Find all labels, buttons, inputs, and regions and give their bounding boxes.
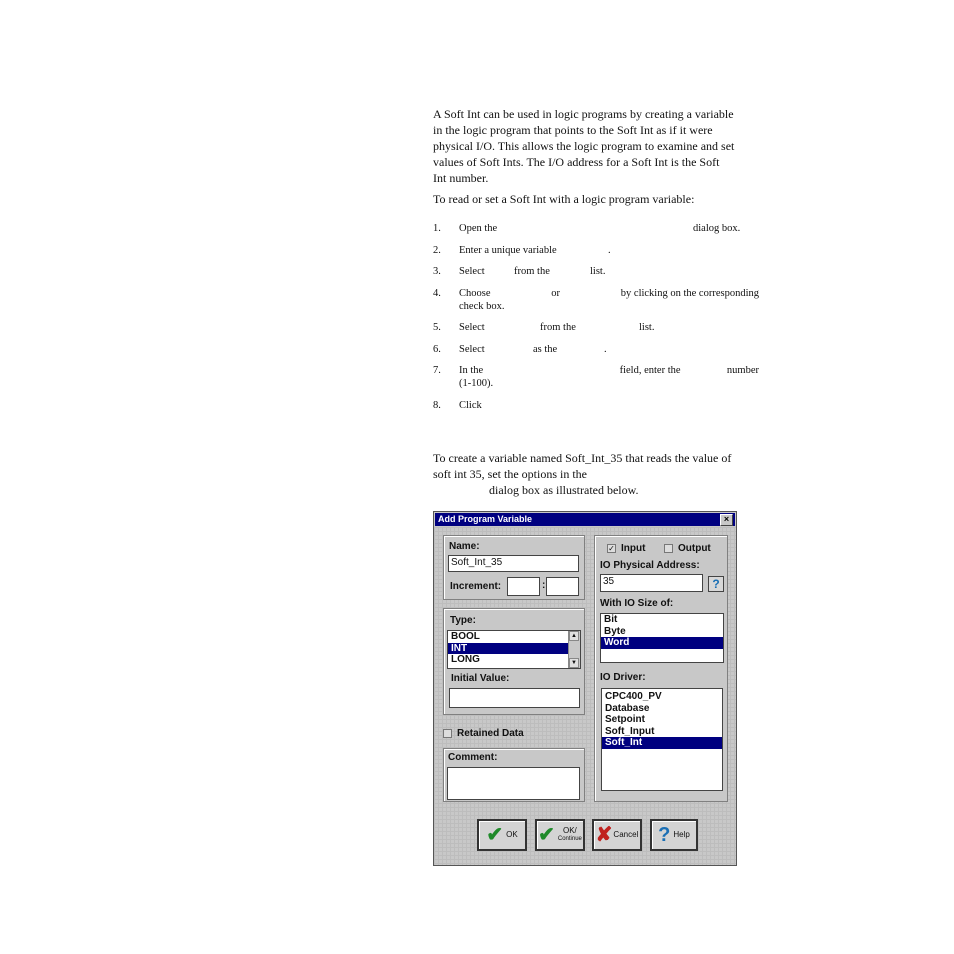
type-group [443,608,585,715]
step-text: field, enter the [619,365,681,376]
step-text: Enter a unique variable [459,244,557,256]
type-scrollbar[interactable] [568,631,580,668]
type-item-int[interactable]: INT [448,643,580,655]
step-1 [433,222,759,235]
step-text: Select [459,266,485,277]
comment-label: Comment: [448,752,498,763]
step-number: 1. [433,223,441,234]
step-2 [433,244,759,257]
initial-value-field[interactable] [449,688,580,708]
step-number: 7. [433,365,441,376]
intro-line: values of Soft Ints. The I/O address for a Soft Int is the Soft [433,155,720,169]
io-driver-item[interactable]: Soft_Input [605,725,655,737]
increment-label: Increment: [450,581,502,592]
io-size-list[interactable] [600,613,724,663]
step-number: 2. [433,244,441,256]
name-group [443,535,585,600]
io-driver-item-selected[interactable]: Soft_Int [602,737,722,749]
step-text: number [726,365,759,376]
ok-button[interactable] [477,819,527,851]
step-text: In the [459,365,484,376]
step-number: 6. [433,343,441,355]
scroll-up-icon[interactable]: ▲ [569,631,579,641]
step-text: check box. [459,300,505,312]
intro-paragraph [433,106,759,186]
output-label: Output [678,543,711,554]
x-mark-icon: ✘ [595,824,613,846]
steps-list [433,222,759,420]
step-text: list. [639,322,655,333]
step-text: . [604,343,607,355]
comment-group [443,748,585,802]
io-driver-label: IO Driver: [600,672,646,683]
step-number: 4. [433,287,441,299]
type-label: Type: [450,615,476,626]
name-field[interactable]: Soft_Int_35 [448,555,579,572]
increment-field-2[interactable] [546,577,579,596]
example-line-3: dialog box as illustrated below. [489,483,639,497]
dialog-titlebar [435,513,735,526]
step-text: list. [590,266,606,277]
step-4 [433,287,759,313]
step-text: Open the [459,223,498,234]
step-text: from the [514,266,550,277]
step-number: 3. [433,266,441,277]
retained-data-label: Retained Data [457,728,524,739]
cancel-label: Cancel [613,830,639,839]
ok-label: OK [506,830,518,839]
ok-continue-button[interactable] [535,819,585,851]
step-8 [433,399,759,412]
type-item-bool[interactable]: BOOL [451,631,480,642]
scroll-down-icon[interactable]: ▼ [569,658,579,668]
help-button[interactable] [650,819,698,851]
io-driver-item[interactable]: Database [605,702,650,714]
step-6 [433,343,759,356]
intro-line: in the logic program that points to the Soft Int as if it were [433,123,713,137]
example-line-1: To create a variable named Soft_Int_35 that reads the value of [433,451,732,465]
step-5 [433,321,759,334]
intro-line: A Soft Int can be used in logic programs by creating a variable [433,107,734,121]
increment-separator: : [542,580,546,591]
io-size-item-byte[interactable]: Byte [604,625,626,637]
io-size-label: With IO Size of: [600,598,674,609]
type-item-long[interactable]: LONG [451,654,480,665]
help-question-icon[interactable]: ? [708,576,724,592]
example-line-2: soft int 35, set the options in the [433,467,587,481]
io-size-item-word[interactable]: Word [601,637,723,649]
io-driver-item[interactable]: CPC400_PV [605,691,662,702]
step-text: Select [459,343,485,355]
type-list[interactable] [447,630,581,669]
question-mark-icon: ? [658,824,671,846]
input-label: Input [621,543,646,554]
retained-data-checkbox[interactable] [443,729,452,738]
step-text: dialog box. [693,223,741,234]
step-text: Choose [459,287,491,299]
step-number: 5. [433,322,441,333]
intro-line: Int number. [433,171,489,185]
cancel-button[interactable] [592,819,642,851]
intro-lead: To read or set a Soft Int with a logic program variable: [433,192,695,206]
comment-field[interactable] [447,767,580,800]
step-text: Select [459,322,485,333]
step-text: by clicking on the corresponding [620,287,759,299]
step-text: Click [459,399,482,411]
ok-continue-label: Continue [557,836,582,842]
step-text: . [608,244,611,256]
intro-line: physical I/O. This allows the logic program to examine and set [433,139,735,153]
step-3 [433,265,759,278]
io-address-field[interactable]: 35 [600,574,703,592]
checkmark-icon: ✔ [538,824,555,846]
step-number: 8. [433,399,441,411]
step-text: as the [533,343,558,355]
initial-value-label: Initial Value: [451,673,510,684]
dialog-title: Add Program Variable [438,514,533,524]
io-address-label: IO Physical Address: [600,560,700,571]
step-text: from the [540,322,576,333]
add-program-variable-dialog [433,511,737,866]
close-button[interactable]: × [720,514,733,526]
step-7 [433,364,759,390]
ok-continue-label: OK/ [562,826,577,835]
output-checkbox[interactable] [664,544,673,553]
input-checkbox[interactable]: ✓ [608,544,615,553]
step-text: or [551,287,561,299]
io-group [594,535,728,802]
step-text: (1-100). [459,378,494,389]
checkmark-icon: ✔ [486,824,504,846]
increment-field-1[interactable] [507,577,540,596]
help-label: Help [673,830,690,839]
io-driver-list[interactable] [601,688,723,791]
io-size-item-bit[interactable]: Bit [604,614,618,625]
name-label: Name: [449,541,480,552]
io-driver-item[interactable]: Setpoint [605,714,645,725]
